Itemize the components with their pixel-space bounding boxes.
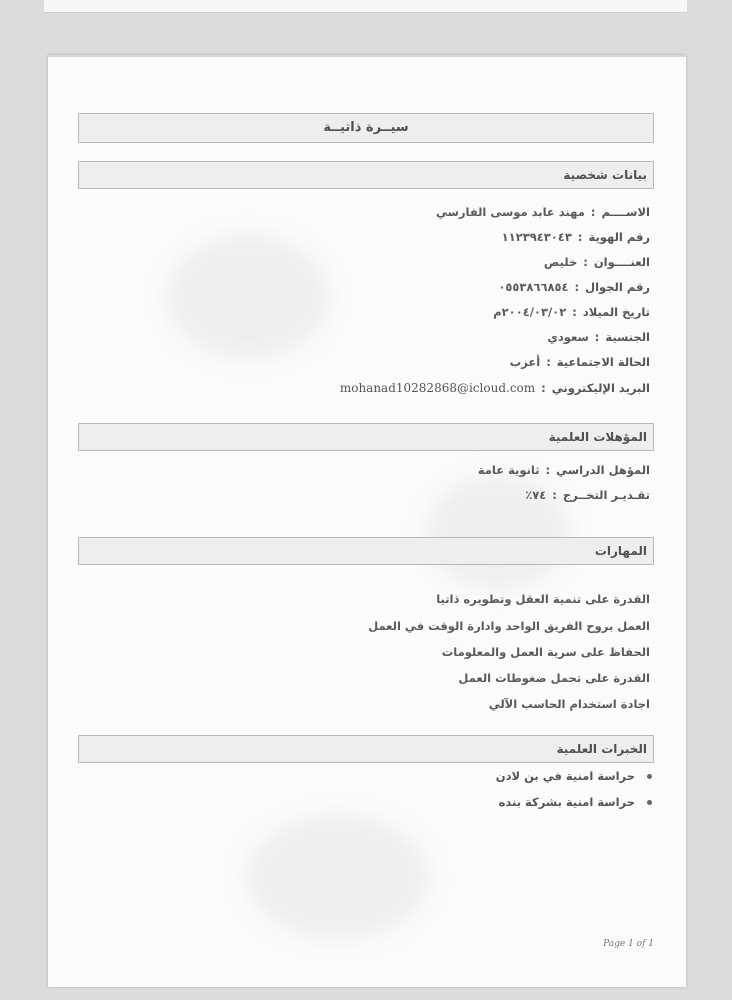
section-title-skills: المهارات (594, 544, 647, 558)
skill-item: اجادة استخدام الحاسب الآلي (488, 697, 650, 711)
section-header-personal (78, 161, 654, 189)
title-bar (78, 113, 654, 143)
previous-page-edge (44, 0, 687, 13)
skill-item: الحفاظ على سرية العمل والمعلومات (441, 645, 650, 659)
bullet-icon (647, 800, 652, 805)
section-title-experience: الخبرات العلمية (556, 742, 647, 756)
experience-item: حراسة امنية في بن لادن (496, 769, 652, 783)
skill-item: القدرة على تحمل ضغوطات العمل (458, 671, 650, 685)
field-birth-date: تاريخ الميلاد:٢٠٠٤/٠٣/٠٢م (493, 305, 650, 319)
field-nationality: الجنسية:سعودي (547, 330, 650, 344)
document-title: سيــرة ذاتيــة (323, 120, 409, 135)
field-marital-status: الحالة الاجتماعية:أعزب (509, 355, 650, 369)
field-degree: المؤهل الدراسي:ثانوية عامة (477, 463, 650, 477)
email-value: mohanad10282868@icloud.com (339, 381, 536, 395)
field-address: العنــــوان:خليص (543, 255, 650, 269)
section-title-personal: بيانات شخصية (563, 168, 647, 182)
section-title-qualifications: المؤهلات العلمية (548, 430, 647, 444)
field-email: البريد الإليكتروني:mohanad10282868@icloud.com (339, 381, 650, 395)
section-header-experience (78, 735, 654, 763)
section-header-qualifications (78, 423, 654, 451)
skill-item: القدرة على تنمية العقل وتطويره ذاتيا (436, 592, 650, 606)
experience-item: حراسة امنية بشركة بنده (499, 795, 652, 809)
section-header-skills (78, 537, 654, 565)
field-grade: تقـديـر التخــرج:٧٤٪ (525, 488, 650, 502)
field-id-number: رقم الهوية:١١٢٣٩٤٣٠٤٣ (501, 230, 650, 244)
document-page (48, 55, 686, 987)
page-number: Page 1 of 1 (603, 939, 654, 949)
bullet-icon (647, 774, 652, 779)
field-mobile: رقم الجوال:٠٥٥٣٨٦٦٨٥٤ (498, 280, 650, 294)
field-name: الاســــم:مهند عابد موسى الفارسي (435, 205, 650, 219)
skill-item: العمل بروح الفريق الواحد وادارة الوقت في العمل (368, 619, 650, 633)
